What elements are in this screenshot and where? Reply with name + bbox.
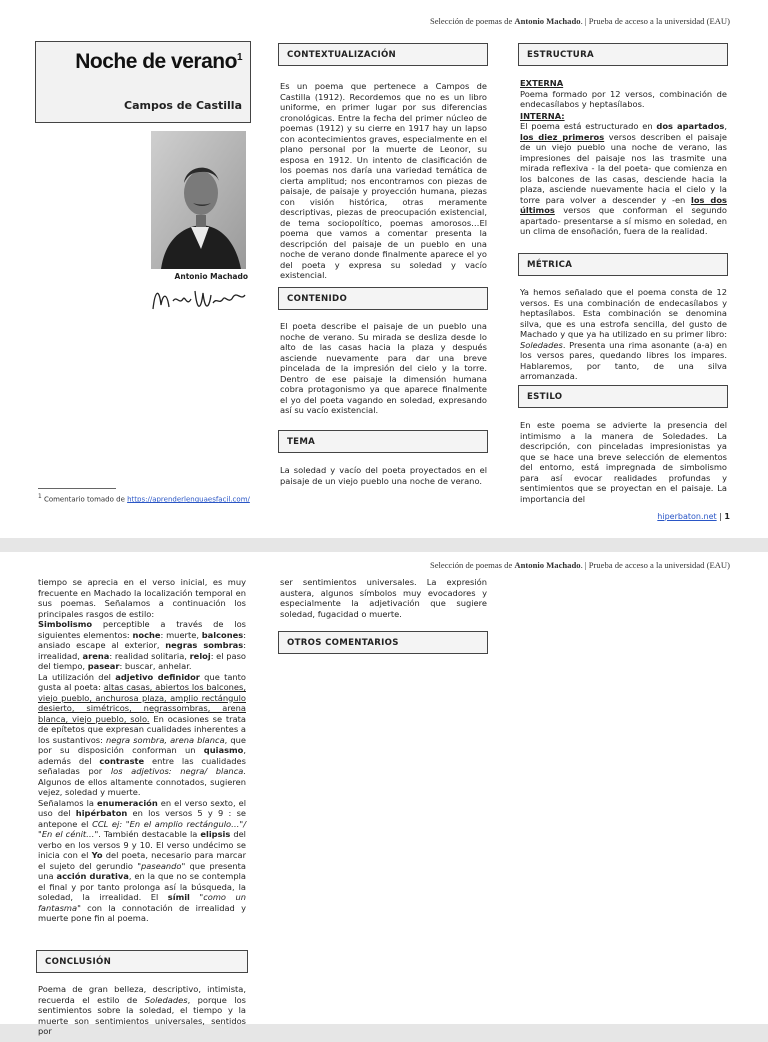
text-run: los adjetivos: negra/ blanca. <box>110 766 246 776</box>
footer-separator: | <box>716 512 725 521</box>
section-title: CONTEXTUALIZACIÓN <box>287 50 397 60</box>
paragraph <box>38 798 246 924</box>
text-run: Simbolismo <box>38 619 93 629</box>
text-run: pasear <box>87 661 120 671</box>
text-run: quiasmo <box>203 745 244 755</box>
text-run: En ocasiones se trata de epítetos que expresan cualidades inherentes a los sustantivos: <box>38 713 246 745</box>
contenido-text <box>280 321 487 421</box>
paragraph: ser sentimientos universales. La expresión austera, algunos símbolos muy evocadores y especialmente la adjetivación que sugiere soledad, fugacidad o muerte. <box>280 577 487 619</box>
text-run: Yo <box>91 850 103 860</box>
text-run: balcones <box>201 629 244 640</box>
header-author: Antonio Machado <box>514 560 581 570</box>
paragraph <box>520 121 727 237</box>
header-prefix: Selección de poemas de <box>429 16 515 26</box>
author-portrait <box>151 131 246 269</box>
text-run: elipsis <box>200 829 231 839</box>
text-run: negras sombras <box>165 640 244 650</box>
text-run: reloj <box>189 650 211 661</box>
text-run: , que por su disposición conforman un <box>38 734 246 755</box>
footnote-marker[interactable]: 1 <box>236 52 242 63</box>
conclusion-continued-text <box>280 577 487 624</box>
text-run: El poema está estructurado en <box>520 121 657 131</box>
section-tema-heading <box>278 430 488 453</box>
estilo-continued-text <box>38 577 246 924</box>
tema-text <box>280 465 487 491</box>
conclusion-text <box>38 984 246 1042</box>
section-title: ESTILO <box>527 392 563 402</box>
text-run: : el paso del tiempo, <box>38 650 246 671</box>
text-run: Señalamos la <box>38 797 97 808</box>
paragraph: tiempo se aprecia en el verso inicial, es muy frecuente en Machado la localización temporal en sus poemas. Señalamos a continuación los principales rasgos de estilo: <box>38 577 246 619</box>
section-title: OTROS COMENTARIOS <box>287 638 399 648</box>
running-header <box>430 16 730 26</box>
text-run: contraste <box>99 755 145 766</box>
text-run: Soledades <box>144 994 188 1005</box>
header-suffix: . | Prueba de acceso a la universidad (EAU) <box>580 16 730 26</box>
text-run: . También destacable la <box>98 829 201 839</box>
text-run: que presenta una <box>38 860 247 881</box>
estructura-text <box>520 78 727 242</box>
section-otros-comentarios-heading <box>278 631 488 654</box>
title-box <box>35 41 251 123</box>
text-run: del poeta, necesario para marcar el sujeto del gerundio <box>38 850 246 871</box>
text-run <box>190 892 199 902</box>
text-run: los diez primeros <box>520 131 605 142</box>
paragraph <box>38 984 246 1037</box>
text-run: los dos últimos <box>520 194 727 215</box>
section-contenido-heading <box>278 287 488 310</box>
portrait-caption: Antonio Machado <box>174 272 248 281</box>
section-title: ESTRUCTURA <box>527 50 594 60</box>
section-title: CONTENIDO <box>287 294 348 304</box>
metrica-text <box>520 287 727 387</box>
text-run: altas casas, abiertos los balcones, viejo pueblo, anchurosa plaza, amplio rectángulo desierto, simétricos, negrassombras, arena blanca, viejo pueblo, solo. <box>38 682 246 724</box>
paragraph: Poema formado por 12 versos, combinación de endecasílabos y heptasílabos. <box>520 88 727 109</box>
page-number <box>657 512 730 521</box>
section-metrica-heading <box>518 253 728 276</box>
text-run: arena <box>82 650 110 661</box>
text-run: : ansiado escape al exterior, <box>38 629 247 650</box>
signature-image <box>149 281 249 317</box>
book-subtitle: Campos de Castilla <box>124 99 242 112</box>
text-run: Poema de gran belleza, descriptivo, intimista, recuerda el estilo de <box>38 984 246 1005</box>
text-run: : realidad solitaria, <box>109 650 190 661</box>
paragraph <box>520 287 727 382</box>
contextualizacion-text <box>280 81 487 286</box>
text-run: en los versos 5 y 9 : se antepone el <box>38 808 246 829</box>
text-run: símil <box>167 892 190 902</box>
text-run: Algunos de ellos altamente connotados, sugieren vejez, soledad y muerte. <box>38 776 246 797</box>
page-number-value: 1 <box>724 512 730 521</box>
section-title: MÉTRICA <box>527 260 573 270</box>
text-run: enumeración <box>97 797 158 808</box>
poem-title <box>75 50 242 74</box>
page-2 <box>0 552 768 1036</box>
footnote-rule <box>38 488 116 489</box>
text-run: "como un fantasma" <box>38 892 246 913</box>
text-run: perceptible a través de los siguientes elementos: <box>38 619 246 640</box>
paragraph <box>38 619 246 672</box>
text-run: con la connotación de irrealidad y muerte pone fin al poema. <box>38 902 246 923</box>
text-run: , <box>724 121 727 131</box>
text-run: Ya hemos señalado que el poema consta de 12 versos. Es una combinación de endecasílabos y heptasílabos. Esta combinación se denomina silva, que es una estrofa sencilla, del gusto de Machado y que ya ha utilizado en su primer libro: <box>520 287 727 339</box>
text-run: , porque los sentimientos sobre la soledad, el tiempo y la muerte son sentimientos universales, sentidos por <box>38 994 246 1036</box>
section-contextualizacion-heading <box>278 43 488 66</box>
text-run: , en la que no se contempla el final y por tanto prolonga así la búsqueda, la soledad, la irrealidad. El <box>38 871 246 902</box>
text-run: hipérbaton <box>75 808 128 818</box>
section-conclusion-heading <box>36 950 248 973</box>
section-title: TEMA <box>287 437 316 447</box>
footer-link[interactable]: hiperbaton.net <box>657 512 717 521</box>
section-estilo-heading <box>518 385 728 408</box>
text-run: acción durativa <box>56 871 129 881</box>
text-run: versos que conforman el segundo apartado- presentarse a sí mismo en soledad, en un clima de ensoñación, fuera de la realidad. <box>520 205 727 236</box>
paragraph: En este poema se advierte la presencia del intimismo a la manera de Soledades. La descripción, con pinceladas impresionistas ya que se hace una breve selección de elementos del entorno, está impregnada de simbolismo para así evocar realidades profundas y sentimientos que se proyectan en el paisaje. La importancia del <box>520 420 727 504</box>
section-title: CONCLUSIÓN <box>45 957 112 967</box>
text-run: La utilización del <box>38 671 116 682</box>
text-run: adjetivo definidor <box>115 671 200 682</box>
paragraph: La soledad y vacío del poeta proyectados en el paisaje de un viejo pueblo una noche de verano. <box>280 465 487 486</box>
header-suffix: . | Prueba de acceso a la universidad (EAU) <box>580 560 730 570</box>
text-run: CCL ej: "En el amplio rectángulo…"/ "En el cénit…" <box>38 818 247 839</box>
text-run: dos apartados <box>656 121 725 131</box>
header-prefix: Selección de poemas de <box>429 560 515 570</box>
paragraph: El poeta describe el paisaje de un pueblo una noche de verano. Su mirada se desliza desde lo alto de las casas hacia la plaza y después asciende nuevamente para dar una breve pincelada de la impresión del cielo y la torre. Dentro de ese paisaje la dimensión humana cobra protagonismo ya que aparece finalmente el yo del poeta vagando en soledad, expresando así su vacío existencial. <box>280 321 487 415</box>
text-run: Soledades <box>520 339 563 350</box>
text-run: en el verso sexto, el uso del <box>38 797 246 818</box>
text-run: noche <box>132 629 161 640</box>
text-run: . Presenta una rima asonante (a-a) en los versos pares, quedando libres los impares. Hablaremos, por tanto, de una silva arromanzada. <box>520 339 727 381</box>
text-run: negra sombra, arena blanca <box>105 734 225 745</box>
text-run: del verbo en los versos 9 y 10. El verso undécimo se inicia con el <box>38 829 246 860</box>
running-header <box>430 560 730 570</box>
poem-title-text: Noche de verano <box>75 50 237 73</box>
externa-label: EXTERNA <box>520 78 564 88</box>
text-run: : irrealidad, <box>38 640 246 661</box>
text-run: , además del <box>38 745 246 766</box>
footnote <box>38 494 250 503</box>
footnote-text: Comentario tomado de <box>41 495 128 504</box>
section-estructura-heading <box>518 43 728 66</box>
paragraph <box>38 672 246 798</box>
text-run: : buscar, anhelar. <box>119 661 192 671</box>
text-run: "paseando" <box>137 860 186 871</box>
paragraph: Es un poema que pertenece a Campos de Castilla (1912). Recordemos que no es un libro uniforme, en primer lugar por sus diferencias cronológicas. Entre la fecha del primer núcleo de poemas (1912) y su cierre en 1917 hay un lapso con acontecimientos graves, especialmente en el plano personal por la muerte de Leonor, su esposa en 1912. Un intento de clasificación de los poemas nos daría una variedad temática de cierta amplitud; nos encontramos con piezas de paisaje, de paisaje y proyección humana, piezas con visión histórica, otras meramente descriptivas, piezas de preocupación existencial, de tema sociopolítico, poemas amorosos…El poema que vamos a comentar presenta la descripción del paisaje de un pueblo en una noche de verano donde finalmente aparece el yo del poeta y expresa su soledad y vacío existencial. <box>280 81 487 280</box>
interna-label: INTERNA: <box>520 110 565 121</box>
header-author: Antonio Machado <box>514 16 581 26</box>
text-run: : muerte, <box>160 629 202 640</box>
text-run: versos describen el paisaje de un viejo pueblo una noche de verano, las impresiones del paisaje nos las trasmite una mirada reflexiva - la del poeta- que comienza en los balcones de las casas, desciende hacia la plaza, asciende nuevamente hacia el cielo y la torre para volver a descender y -en <box>520 131 727 205</box>
estilo-text <box>520 420 727 509</box>
text-run: que tanto gusta al poeta: <box>38 671 246 692</box>
text-run: entre las cualidades señaladas por <box>38 755 246 776</box>
footnote-link[interactable]: https://aprenderlenguaesfacil.com/ <box>127 495 250 504</box>
footnote-number: 1 <box>38 494 42 500</box>
